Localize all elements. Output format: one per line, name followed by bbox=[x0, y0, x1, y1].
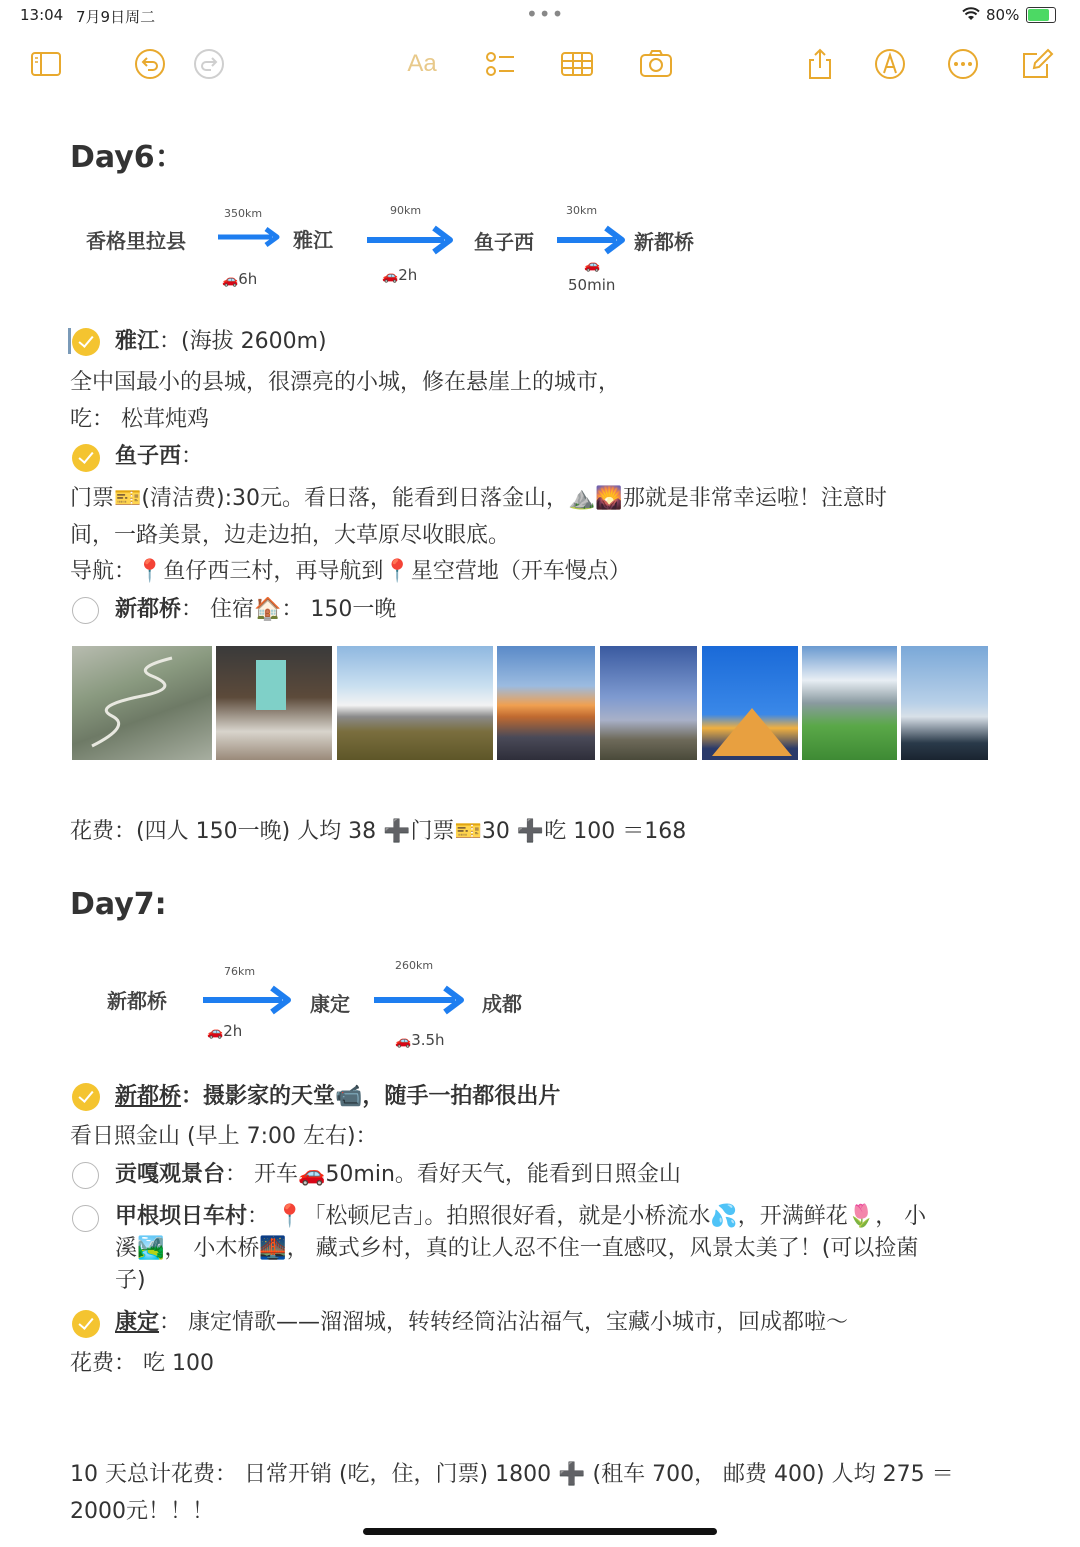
navigation-note: 导航：📍鱼仔西三村，再导航到📍星空营地（开车慢点） bbox=[70, 559, 631, 584]
share-button[interactable] bbox=[800, 44, 840, 84]
mountain-icon: ⛰️ bbox=[568, 486, 596, 511]
day6-cost: 花费：(四人 150一晚) 人均 38 ➕门票🎫30 ➕吃 100 ＝168 bbox=[70, 819, 687, 844]
route-distance: 76km bbox=[224, 965, 256, 978]
winding-road-shape bbox=[72, 646, 212, 760]
checklist-item-jiagenba[interactable]: 甲根坝日车村： 📍「松顿尼吉」。拍照很好看，就是小桥流水💦，开满鲜花🌷， 小 bbox=[115, 1204, 927, 1229]
yajiang-food: 吃： 松茸炖鸡 bbox=[70, 407, 209, 432]
table-icon bbox=[559, 46, 595, 82]
photo-mountain-road[interactable] bbox=[72, 646, 212, 760]
jiagenba-line-2: 溪🏞️， 小木桥🌉， 藏式乡村，真的让人忍不住一直感叹，风景太美了！(可以捡菌 bbox=[115, 1236, 919, 1261]
checklist-item-xinduqiao-photo[interactable]: 新都桥：摄影家的天堂📹，随手一拍都很出片 bbox=[115, 1084, 561, 1109]
status-date: 7月9日周二 bbox=[76, 8, 156, 26]
photo-starry-camp[interactable] bbox=[600, 646, 697, 760]
checklist-item-yajiang[interactable]: 雅江：(海拔 2600m) bbox=[115, 329, 327, 354]
status-bar bbox=[0, 0, 1080, 30]
markup-button[interactable] bbox=[870, 44, 910, 84]
car-icon: 🚗 bbox=[222, 273, 239, 288]
car-icon: 🚗 bbox=[395, 1034, 412, 1049]
hotel-lamp-panel bbox=[256, 660, 286, 710]
table-button[interactable] bbox=[557, 44, 597, 84]
day7-cost: 花费： 吃 100 bbox=[70, 1351, 214, 1376]
route-drive-time: 50min bbox=[568, 276, 616, 294]
checklist-checked-icon[interactable] bbox=[72, 328, 100, 356]
undo-button[interactable] bbox=[130, 44, 170, 84]
undo-icon bbox=[132, 46, 168, 82]
checklist-icon bbox=[482, 46, 518, 82]
text-format-button[interactable] bbox=[402, 44, 442, 84]
house-icon: 🏠 bbox=[254, 597, 282, 622]
camera-icon bbox=[638, 46, 674, 82]
compose-icon bbox=[1019, 46, 1055, 82]
route-drive-time: 🚗6h bbox=[222, 270, 258, 288]
battery-level-fill bbox=[1028, 9, 1049, 21]
redo-icon bbox=[191, 46, 227, 82]
checklist-item-xinduqiao[interactable]: 新都桥： 住宿🏠： 150一晚 bbox=[115, 597, 397, 622]
battery-icon bbox=[1026, 7, 1056, 23]
jiagenba-line-3: 子) bbox=[115, 1268, 146, 1293]
checklist-item-gongga[interactable]: 贡嘎观景台： 开车🚗50min。看好天气，能看到日照金山 bbox=[115, 1162, 681, 1187]
checklist-button[interactable] bbox=[480, 44, 520, 84]
more-options-button[interactable] bbox=[943, 44, 983, 84]
share-icon bbox=[802, 46, 838, 82]
yuzixi-description-2: 间，一路美景，边走边拍，大草原尽收眼底。 bbox=[70, 523, 511, 548]
route-city: 香格里拉县 bbox=[86, 229, 186, 253]
route-city: 鱼子西 bbox=[474, 230, 534, 254]
photo-meadow-yaks[interactable] bbox=[802, 646, 897, 760]
route-city: 新都桥 bbox=[107, 989, 167, 1013]
checklist-unchecked-icon[interactable] bbox=[72, 1205, 99, 1232]
checklist-unchecked-icon[interactable] bbox=[72, 1162, 99, 1189]
checklist-item-kangding[interactable]: 康定： 康定情歌——溜溜城，转转经筒沾沾福气，宝藏小城市，回成都啦～ bbox=[115, 1310, 849, 1335]
route-distance: 30km bbox=[566, 204, 598, 217]
location-pin-icon: 📍 bbox=[136, 559, 164, 584]
route-arrow bbox=[554, 223, 626, 257]
checklist-item-yuzixi[interactable]: 鱼子西： bbox=[115, 444, 204, 469]
yajiang-description: 全中国最小的县城，很漂亮的小城，修在悬崖上的城市， bbox=[70, 370, 621, 395]
route-distance: 90km bbox=[390, 204, 422, 217]
checklist-checked-icon[interactable] bbox=[72, 1310, 100, 1338]
route-drive-time: 🚗3.5h bbox=[395, 1031, 445, 1049]
camera-button[interactable] bbox=[636, 44, 676, 84]
day6-title: Day6： bbox=[70, 140, 185, 175]
route-arrow bbox=[371, 983, 465, 1017]
text-cursor bbox=[68, 328, 71, 354]
battery-percent: 80% bbox=[986, 6, 1020, 24]
multitask-dots[interactable]: ••• bbox=[526, 2, 565, 26]
markup-pen-icon bbox=[872, 46, 908, 82]
car-icon: 🚗 bbox=[207, 1025, 224, 1040]
checklist-unchecked-icon[interactable] bbox=[72, 597, 99, 624]
more-icon bbox=[945, 46, 981, 82]
home-indicator[interactable] bbox=[363, 1528, 717, 1535]
route-distance: 260km bbox=[395, 959, 434, 972]
route-arrow bbox=[364, 223, 454, 257]
wifi-icon bbox=[962, 7, 980, 25]
photo-hotel-room[interactable] bbox=[216, 646, 332, 760]
route-drive-time: 🚗2h bbox=[207, 1022, 243, 1040]
location-pin-icon: 📍 bbox=[383, 559, 411, 584]
ticket-icon: 🎫 bbox=[114, 486, 142, 511]
checklist-checked-icon[interactable] bbox=[72, 1083, 100, 1111]
day7-title: Day7: bbox=[70, 887, 167, 922]
sidebar-icon bbox=[28, 46, 64, 82]
route-arrow bbox=[200, 983, 292, 1017]
total-cost-line-1: 10 天总计花费： 日常开销 (吃，住，门票) 1800 ➕ (租车 700， 邮费 400) 人均 275 ＝ bbox=[70, 1462, 954, 1487]
redo-button[interactable] bbox=[189, 44, 229, 84]
compose-button[interactable] bbox=[1017, 44, 1057, 84]
photo-mountain-range[interactable] bbox=[901, 646, 988, 760]
yuzixi-description: 门票🎫(清洁费):30元。看日落，能看到日落金山，⛰️🌄那就是非常幸运啦！注意时 bbox=[70, 486, 887, 511]
route-distance: 350km bbox=[224, 207, 263, 220]
photo-blue-sky-peak[interactable] bbox=[702, 646, 798, 760]
car-icon: 🚗 bbox=[382, 269, 399, 284]
sunset-icon: 🌄 bbox=[595, 486, 623, 511]
photo-sunset-peak[interactable] bbox=[497, 646, 595, 760]
route-city: 雅江 bbox=[293, 228, 333, 252]
status-time: 13:04 bbox=[20, 6, 64, 24]
route-city: 新都桥 bbox=[634, 230, 694, 254]
car-icon: 🚗 bbox=[584, 258, 601, 273]
checklist-checked-icon[interactable] bbox=[72, 444, 100, 472]
route-arrow bbox=[216, 226, 280, 248]
peak-shape bbox=[702, 646, 798, 760]
text-format-label: Aa bbox=[407, 50, 437, 77]
sidebar-toggle-button[interactable] bbox=[26, 44, 66, 84]
route-drive-time: 🚗2h bbox=[382, 266, 418, 284]
route-city: 康定 bbox=[310, 992, 350, 1016]
total-cost-line-2: 2000元！！！ bbox=[70, 1499, 214, 1524]
sunrise-note: 看日照金山 (早上 7:00 左右)： bbox=[70, 1124, 378, 1149]
route-city: 成都 bbox=[482, 992, 522, 1016]
photo-snow-mountain[interactable] bbox=[337, 646, 493, 760]
